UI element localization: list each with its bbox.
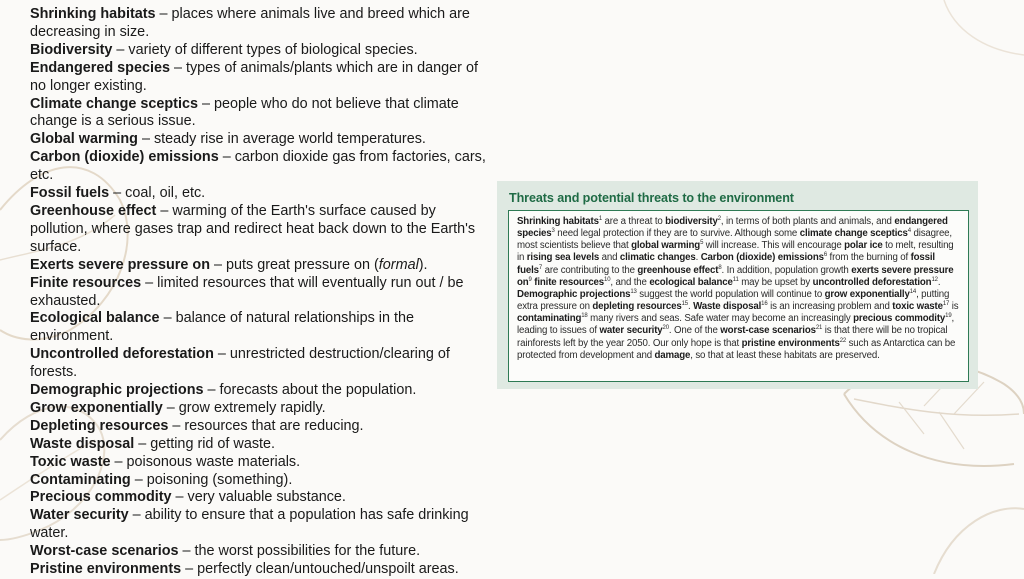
key-term: Carbon (dioxide) emissions <box>700 252 824 264</box>
key-term: Waste disposal <box>693 301 762 313</box>
paragraph-text: suggest the world population will continue to <box>636 288 825 300</box>
key-term: exerts severe pressure on <box>517 264 954 288</box>
key-term: climatic changes <box>619 252 696 264</box>
glossary-term: Finite resources <box>30 274 142 291</box>
glossary-term: Grow exponentially <box>30 399 163 416</box>
key-term: worst-case scenarios <box>720 325 816 337</box>
key-term: contaminating <box>517 313 582 325</box>
paragraph-text: need legal protection if they are to survive. Although some <box>554 228 800 240</box>
key-term: finite resources <box>534 276 605 288</box>
glossary-term: Water security <box>30 507 129 524</box>
glossary-definition: – places where animals live and breed which are decreasing in size. <box>30 6 470 40</box>
glossary-entry <box>30 418 492 436</box>
term-number: 10 <box>604 276 611 283</box>
term-number: 1 <box>598 215 602 222</box>
term-number: 7 <box>538 264 543 271</box>
glossary-definition: – unrestricted destruction/clearing of forests. <box>30 346 450 381</box>
glossary-term: Pristine environments <box>30 561 182 578</box>
glossary-definition: – resources that are reducing. <box>168 417 364 434</box>
term-number: 5 <box>700 240 704 247</box>
paragraph-text: and <box>599 252 620 264</box>
key-term: polar ice <box>844 240 883 252</box>
term-number: 17 <box>942 300 950 307</box>
glossary-definition-end: ). <box>418 256 428 273</box>
glossary-entry <box>30 96 492 132</box>
glossary-entry <box>30 275 492 311</box>
paragraph-text: . One of the <box>668 325 721 337</box>
paragraph-text: to melt, resulting in <box>517 240 954 264</box>
glossary-entry <box>30 42 492 60</box>
key-term: grow exponentially <box>824 288 910 300</box>
paragraph-text: is that there will be no tropical rainforests left by the year 2050. Our only hope is that <box>517 325 948 349</box>
paragraph-text: , putting extra pressure on <box>517 288 950 313</box>
key-term: toxic waste <box>892 301 943 313</box>
term-number: 20 <box>662 325 669 332</box>
glossary-entry <box>30 257 492 275</box>
paragraph-text: . <box>695 252 701 264</box>
paragraph-text: from the burning of <box>827 252 911 264</box>
glossary-term: Exerts severe pressure on <box>30 256 210 273</box>
paragraph-text: , so that at least these habitats are preserved. <box>690 349 880 361</box>
glossary-entry <box>30 149 492 185</box>
term-number: 19 <box>945 313 952 320</box>
glossary-list <box>30 6 492 579</box>
glossary-entry <box>30 382 492 400</box>
glossary-definition: – poisonous waste materials. <box>110 453 301 470</box>
glossary-register-note: formal <box>378 256 419 273</box>
glossary-term: Fossil fuels <box>30 185 110 202</box>
glossary-term: Waste disposal <box>30 435 135 452</box>
glossary-entry <box>30 203 492 257</box>
paragraph-text: may be upset by <box>738 276 813 288</box>
glossary-definition: – perfectly clean/untouched/unspoilt areas. <box>181 561 459 578</box>
glossary-definition: – puts great pressure on ( <box>210 256 379 273</box>
term-number: 9 <box>528 276 532 283</box>
glossary-term: Global warming <box>30 131 138 148</box>
key-term: global warming <box>631 240 701 252</box>
glossary-definition: – steady rise in average world temperatures. <box>137 131 426 148</box>
glossary-term: Endangered species <box>30 59 170 76</box>
key-term: ecological balance <box>649 276 733 288</box>
leaf-decoration-top-right <box>934 0 1024 80</box>
glossary-entry <box>30 454 492 472</box>
glossary-definition: – coal, oil, etc. <box>109 185 206 202</box>
key-term: Demographic projections <box>517 288 631 300</box>
term-number: 22 <box>839 337 847 344</box>
paragraph-text: , in terms of both plants and animals, and <box>720 216 895 227</box>
term-number: 14 <box>909 288 917 295</box>
key-term: uncontrolled deforestation <box>812 276 932 288</box>
key-term: climate change sceptics <box>799 228 908 240</box>
term-number: 18 <box>581 313 588 320</box>
term-number: 3 <box>551 227 555 234</box>
glossary-entry <box>30 561 492 579</box>
glossary-term: Climate change sceptics <box>30 95 198 112</box>
glossary-term: Precious commodity <box>30 489 172 506</box>
glossary-definition: – balance of natural relationships in the environment. <box>30 310 414 345</box>
glossary-entry <box>30 60 492 96</box>
glossary-entry <box>30 185 492 203</box>
glossary-entry <box>30 6 492 42</box>
glossary-term: Demographic projections <box>30 382 204 399</box>
paragraph-text: , leading to issues of <box>517 313 955 337</box>
panel-title: Threats and potential threats to the environment <box>509 191 794 205</box>
key-term: rising sea levels <box>526 252 600 264</box>
glossary-term: Greenhouse effect <box>30 202 157 219</box>
key-term: damage <box>654 349 691 361</box>
glossary-term: Contaminating <box>30 471 131 488</box>
glossary-definition: – limited resources that will eventually run out / be exhausted. <box>30 274 464 309</box>
key-term: pristine environments <box>741 337 840 349</box>
glossary-term: Carbon (dioxide) emissions <box>30 149 219 166</box>
glossary-definition: – people who do not believe that climate change is a serious issue. <box>30 95 459 130</box>
glossary-definition: – ability to ensure that a population has safe drinking water. <box>30 507 469 542</box>
paragraph-text: are a threat to <box>602 216 666 227</box>
glossary-definition: – types of animals/plants which are in danger of no longer existing. <box>30 59 478 94</box>
paragraph-text: , and the <box>610 276 650 288</box>
threats-panel <box>497 181 978 389</box>
glossary-definition: – poisoning (something). <box>130 471 293 488</box>
glossary-definition: – very valuable substance. <box>171 489 346 506</box>
glossary-entry <box>30 131 492 149</box>
glossary-term: Uncontrolled deforestation <box>30 346 214 363</box>
term-number: 15 <box>681 300 688 307</box>
glossary-term: Toxic waste <box>30 453 111 470</box>
glossary-term: Worst-case scenarios <box>30 543 179 560</box>
key-term: greenhouse effect <box>637 264 719 276</box>
key-term: biodiversity <box>665 216 718 227</box>
paragraph-text: is an increasing problem and <box>767 301 893 313</box>
key-term: depleting resources <box>592 301 682 313</box>
term-number: 6 <box>823 252 828 259</box>
paragraph-text: are contributing to the <box>542 264 638 276</box>
term-number: 11 <box>732 276 739 283</box>
glossary-term: Ecological balance <box>30 310 160 327</box>
glossary-definition: – forecasts about the population. <box>203 382 417 399</box>
key-term: precious commodity <box>853 313 946 325</box>
glossary-definition: – carbon dioxide gas from factories, cars, etc. <box>30 149 486 184</box>
glossary-entry <box>30 310 492 346</box>
glossary-definition: – variety of different types of biological species. <box>112 41 418 58</box>
glossary-entry <box>30 489 492 507</box>
glossary-term: Depleting resources <box>30 417 169 434</box>
glossary-definition: – warming of the Earth's surface caused by pollution, where gases trap and redirect heat back down to the Earth's surface. <box>30 202 476 255</box>
paragraph-text: . In addition, population growth <box>721 264 852 276</box>
key-term: water security <box>599 325 663 337</box>
glossary-entry <box>30 507 492 543</box>
panel-paragraph <box>517 216 960 362</box>
glossary-entry <box>30 400 492 418</box>
glossary-term: Biodiversity <box>30 41 113 58</box>
paragraph-text: will increase. This will encourage <box>703 240 845 252</box>
key-term: Shrinking habitats <box>517 216 599 227</box>
key-term: fossil fuels <box>517 252 935 276</box>
glossary-entry <box>30 346 492 382</box>
paragraph-text: . <box>687 301 694 313</box>
glossary-entry <box>30 472 492 490</box>
paragraph-text: disagree, most scientists believe that <box>517 228 952 252</box>
term-number: 8 <box>718 264 722 271</box>
glossary-term: Shrinking habitats <box>30 6 156 22</box>
glossary-definition: – the worst possibilities for the future. <box>178 543 421 560</box>
term-number: 12 <box>931 276 938 283</box>
glossary-definition: – grow extremely rapidly. <box>162 399 326 416</box>
paragraph-text: is <box>949 301 959 313</box>
glossary-entry <box>30 436 492 454</box>
paragraph-text: such as Antarctica can be protected from development and <box>517 337 956 361</box>
term-number: 2 <box>717 215 721 222</box>
key-term: endangered species <box>517 216 948 240</box>
term-number: 4 <box>907 227 911 234</box>
term-number: 16 <box>761 300 768 307</box>
term-number: 13 <box>630 288 637 295</box>
paragraph-text: many rivers and seas. Safe water may become an increasingly <box>587 313 854 325</box>
panel-text-box <box>508 210 969 382</box>
glossary-definition: – getting rid of waste. <box>134 435 276 452</box>
paragraph-text: . <box>937 276 941 288</box>
glossary-entry <box>30 543 492 561</box>
term-number: 21 <box>815 325 823 332</box>
